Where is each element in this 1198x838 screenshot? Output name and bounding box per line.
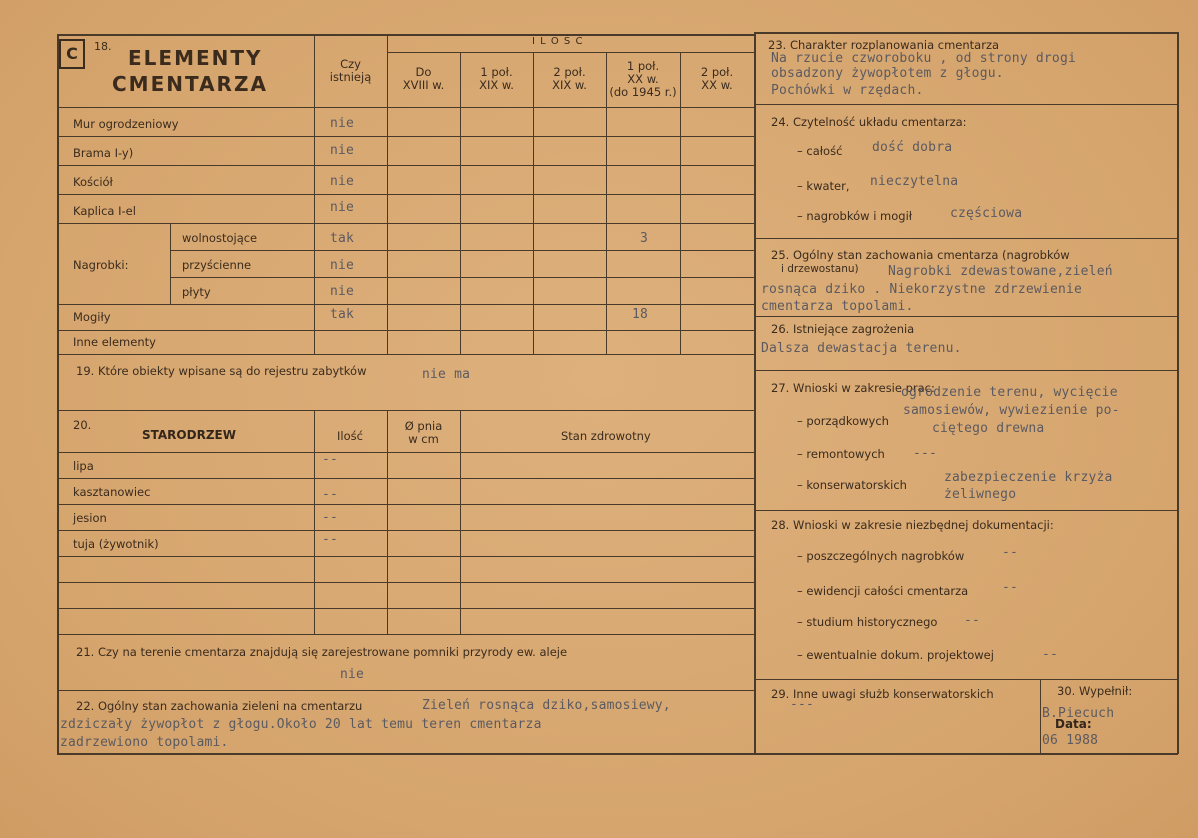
sec28-item-4-value: -- <box>1042 647 1059 662</box>
sec27-kons-label: – konserwatorskich <box>797 478 907 492</box>
sec28-item-3-label: – studium historycznego <box>797 615 938 629</box>
frame-bottom-right <box>754 753 1178 755</box>
sec18-title-1: ELEMENTY <box>128 46 263 70</box>
sec27-kons-l2: żeliwnego <box>944 487 1017 502</box>
tree-count-kasztanowiec: -- <box>322 487 339 502</box>
sec23-line3: Pochówki w rzędach. <box>771 83 924 98</box>
sec20-bottom <box>57 634 754 635</box>
period-header-3: 2 poł. XIX w. <box>552 65 587 92</box>
sec27-rem-label: – remontowych <box>797 447 885 461</box>
exists-mogily: tak <box>330 307 355 322</box>
frame-right <box>1177 32 1179 754</box>
sec20-col-health: Stan zdrowotny <box>561 429 651 443</box>
row-line <box>170 277 754 278</box>
row-line <box>57 223 754 224</box>
ilosc-underline <box>387 52 754 53</box>
sec19-bottom <box>57 410 754 411</box>
sec22-line3: zadrzewiono topolami. <box>60 735 229 750</box>
count-mogily: 18 <box>632 307 649 322</box>
exists-przyscienne: nie <box>330 258 355 273</box>
sec28-item-3-value: -- <box>964 613 981 628</box>
sec27-kons-l1: zabezpieczenie krzyża <box>944 470 1113 485</box>
sec30-date-label: Data: <box>1055 717 1092 731</box>
tree-col-line-1 <box>314 410 315 635</box>
sec25-line2: rosnąca dziko . Niekorzystne zdrzewienie <box>761 282 1083 297</box>
exists-plyty: nie <box>330 284 355 299</box>
sec25-bottom <box>754 316 1178 317</box>
sec25-label-1: 25. Ogólny stan zachowania cmentarza (nagrobków <box>771 248 1070 262</box>
row-line <box>57 136 754 137</box>
sec30-date: 06 1988 <box>1042 733 1099 748</box>
tree-row-line <box>57 504 754 505</box>
sec27-porz-l1: ogrodzenie terenu, wycięcie <box>901 385 1118 400</box>
sec23-label: 23. Charakter rozplanowania cmentarza <box>768 38 1000 52</box>
frame-divider <box>754 34 756 754</box>
sec26-bottom <box>754 370 1178 371</box>
sec29-label: 29. Inne uwagi służb konserwatorskich <box>771 687 994 701</box>
tree-count-jesion: -- <box>322 510 339 525</box>
period-header-5: 2 poł. XX w. <box>700 65 734 92</box>
col-line-3 <box>460 52 461 354</box>
sec29-30-divider <box>1040 679 1041 754</box>
row-line <box>57 354 754 355</box>
sec22-label: 22. Ogólny stan zachowania zieleni na cmentarzu <box>76 699 363 713</box>
tree-col-line-3 <box>460 410 461 635</box>
sec24-item-3-value: częściowa <box>950 206 1023 221</box>
col-line-4 <box>533 52 534 354</box>
row-line <box>57 165 754 166</box>
exists-kosciol: nie <box>330 174 355 189</box>
sec27-porz-label: – porządkowych <box>797 414 889 428</box>
sec30-label: 30. Wypełnił: <box>1057 684 1133 698</box>
row-label-inne: Inne elementy <box>73 335 156 349</box>
tree-jesion: jesion <box>73 511 107 525</box>
row-label-nagrobki: Nagrobki: <box>73 258 129 272</box>
tree-count-tuja: -- <box>322 532 339 547</box>
sec27-rem-value: --- <box>913 446 938 461</box>
sec20-col-count: Ilość <box>337 429 363 443</box>
frame-top-left <box>57 34 755 36</box>
sec24-item-1-label: – całość <box>797 144 843 158</box>
sec28-label: 28. Wnioski w zakresie niezbędnej dokumentacji: <box>771 518 1054 532</box>
row-line <box>57 330 754 331</box>
sec24-item-2-label: – kwater, <box>797 179 850 193</box>
tree-row-line <box>57 478 754 479</box>
sec30-name: B.Piecuch <box>1042 706 1115 721</box>
sec21-label: 21. Czy na terenie cmentarza znajdują się zarejestrowane pomniki przyrody ew. aleje <box>76 645 568 659</box>
frame-left <box>57 34 59 754</box>
sec19-label: 19. Które obiekty wpisane są do rejestru zabytków <box>76 364 367 378</box>
row-label-mogily: Mogiły <box>73 310 111 324</box>
sec20-col-dia: Ø pnia w cm <box>404 419 443 446</box>
row-label-mur: Mur ogrodzeniowy <box>73 117 179 131</box>
sec23-bottom <box>754 104 1178 105</box>
sec25-line3: cmentarza topolami. <box>761 299 914 314</box>
row-label-kosciol: Kościół <box>73 175 113 189</box>
sec20-col-tree: STARODRZEW <box>142 428 236 442</box>
period-header-2: 1 poł. XIX w. <box>479 65 514 92</box>
sec22-line2: zdziczały żywopłot z głogu.Około 20 lat temu teren cmentarza <box>60 717 542 732</box>
sec24-bottom <box>754 238 1178 239</box>
frame-bottom-left <box>57 753 755 755</box>
tree-kasztanowiec: kasztanowiec <box>73 485 151 499</box>
sec23-line2: obsadzony żywopłotem z głogu. <box>771 66 1004 81</box>
sec26-value: Dalsza dewastacja terenu. <box>761 341 962 356</box>
section-letter: C <box>59 39 85 69</box>
sec25-line1: Nagrobki zdewastowane,zieleń <box>888 264 1113 279</box>
sec25-label-2: i drzewostanu) <box>781 263 859 275</box>
sec21-bottom <box>57 690 754 691</box>
tree-row-line <box>57 608 754 609</box>
tree-row-line <box>57 530 754 531</box>
sec28-item-1-label: – poszczególnych nagrobków <box>797 549 965 563</box>
sec24-label: 24. Czytelność układu cmentarza: <box>771 115 967 129</box>
sec29-value: --- <box>790 697 815 712</box>
exists-kaplica: nie <box>330 200 355 215</box>
sec18-title-2: CMENTARZA <box>112 72 268 96</box>
count-wolnostojace: 3 <box>640 231 649 246</box>
sec19-value: nie ma <box>422 367 471 382</box>
row-label-brama: Brama I-y) <box>73 146 134 160</box>
tree-count-lipa: -- <box>322 452 339 467</box>
sec24-item-3-label: – nagrobków i mogił <box>797 209 913 223</box>
tree-row-line <box>57 556 754 557</box>
sec23-line1: Na rzucie czworoboku , od strony drogi <box>771 51 1077 66</box>
row-line <box>57 194 754 195</box>
sec27-label: 27. Wnioski w zakresie prac: <box>771 381 935 395</box>
sec24-item-1-value: dość dobra <box>872 140 953 155</box>
sec27-porz-l3: ciętego drewna <box>932 421 1045 436</box>
row-label-wolnostojace: wolnostojące <box>182 231 258 245</box>
nagrobki-divider <box>170 223 171 304</box>
exists-wolnostojace: tak <box>330 231 355 246</box>
col-line-6 <box>680 52 681 354</box>
sec26-label: 26. Istniejące zagrożenia <box>771 322 915 336</box>
row-line <box>57 304 754 305</box>
exists-mur: nie <box>330 116 355 131</box>
row-label-przyscienne: przyścienne <box>182 258 252 272</box>
sec27-bottom <box>754 510 1178 511</box>
sec22-line1: Zieleń rosnąca dziko,samosiewy, <box>422 698 671 713</box>
sec28-item-4-label: – ewentualnie dokum. projektowej <box>797 648 994 662</box>
frame-top-right <box>754 32 1178 34</box>
sec20-number: 20. <box>73 418 92 432</box>
tree-tuja: tuja (żywotnik) <box>73 537 159 551</box>
sec28-item-1-value: -- <box>1002 545 1019 560</box>
row-label-kaplica: Kaplica I-el <box>73 204 136 218</box>
period-header-1: Do XVIII w. <box>402 65 445 92</box>
sec28-item-2-label: – ewidencji całości cmentarza <box>797 584 969 598</box>
sec28-item-2-value: -- <box>1002 580 1019 595</box>
ilosc-header: I L O Ś Ć <box>532 36 584 47</box>
sec24-item-2-value: nieczytelna <box>870 174 959 189</box>
tree-header-bottom <box>57 452 754 453</box>
row-label-plyty: płyty <box>182 285 211 299</box>
sec18-header-bottom <box>57 107 754 108</box>
sec18-number: 18. <box>94 40 112 53</box>
sec21-value: nie <box>340 667 365 682</box>
sec27-porz-l2: samosiewów, wywiezienie po- <box>903 403 1120 418</box>
col-exists-header: Czy istnieją <box>329 57 372 84</box>
tree-row-line <box>57 582 754 583</box>
exists-brama: nie <box>330 143 355 158</box>
row-line <box>170 250 754 251</box>
sec28-bottom <box>754 679 1178 680</box>
period-header-4: 1 poł. XX w. (do 1945 r.) <box>609 59 677 99</box>
tree-lipa: lipa <box>73 459 94 473</box>
